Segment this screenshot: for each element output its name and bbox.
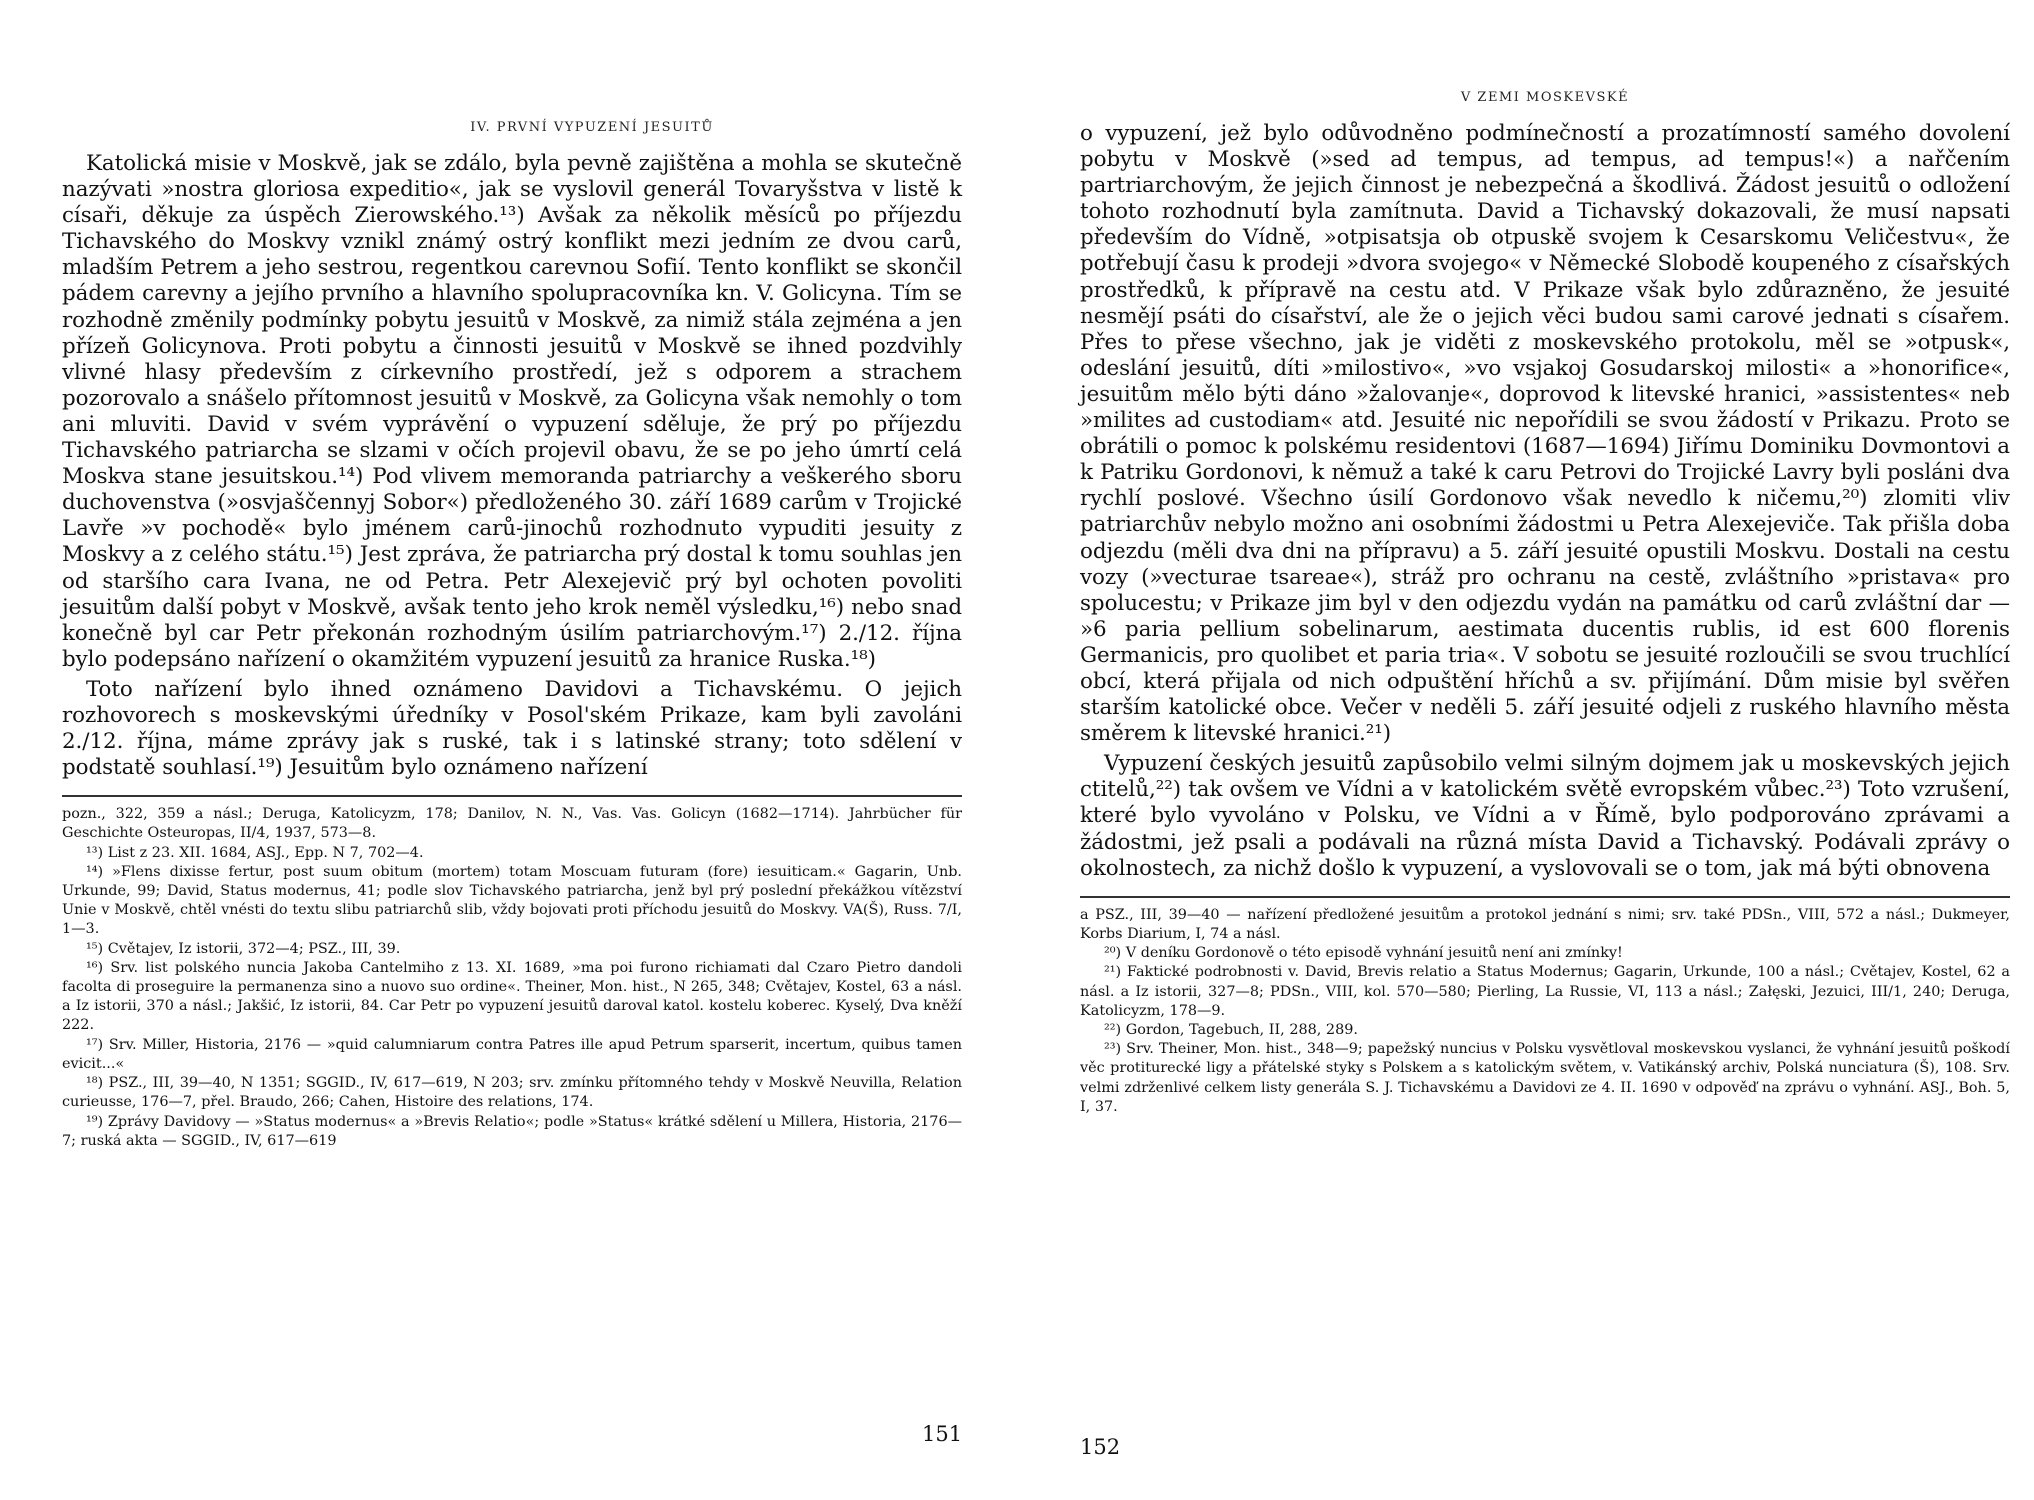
- main-text: [1080, 121, 2010, 882]
- running-head: V ZEMI MOSKEVSKÉ: [1460, 90, 1630, 105]
- main-text: [62, 151, 962, 781]
- footnote: ¹⁷) Srv. Miller, Historia, 2176 — »quid calumniarum contra Patres ille apud Petrum sparserit, incertum, quibus tamen evicit...«: [62, 1036, 962, 1072]
- footnote: ²⁰) V deníku Gordonově o této episodě vyhnání jesuitů není ani zmínky!: [1104, 945, 1623, 962]
- running-head: IV. PRVNÍ VYPUZENÍ JESUITŮ: [470, 120, 714, 135]
- paragraph: Vypuzení českých jesuitů zapůsobilo velmi silným dojmem jak u moskevských jejich ctitelů,²²) tak ovšem ve Vídni a v katolickém světě evropském vůbec.²³) Toto vzrušení, které bylo vyvoláno v Polsku, ve Vídni a v Římě, bylo podporováno zprávami a žádostmi, jež psali a podávali na různá místa David a Tichavský. Podávali zprávy o okolnostech, za nichž došlo k vypuzení, a vyslovovali se o tom, jak má býti obnovena: [1080, 751, 2010, 881]
- footnote: pozn., 322, 359 a násl.; Deruga, Katolicyzm, 178; Danilov, N. N., Vas. Vas. Golicyn (1682—1714). Jahrbücher für Geschichte Osteuropas, II/4, 1937, 573—8.: [62, 806, 962, 842]
- footnote-divider: [1080, 896, 2010, 898]
- paragraph: o vypuzení, jež bylo odůvodněno podmínečností a prozatímností samého dovolení pobytu v Moskvě (»sed ad tempus, ad tempus, ad tempus!«) a nařčením partriarchovým, že jejich činnost je nebezpečná a škodlivá. Žádost jesuitů o odložení tohoto rozhodnutí byla zamítnuta. David a Tichavský dokazovali, že musí napsati především do Vídně, »otpisatsja ob otpuskě svojem k Cesarskomu Veličestvu«, že potřebují času k prodeji »dvora svojego« v Německé Slobodě koupeného z císařských prostředků, k přípravě na cestu atd. V Prikaze však bylo zdůrazněno, že jesuité nesmějí psáti do císařství, ale že o jejich věci budou sami carové jednati s císařem. Přes to přese všechno, jak je viděti z moskevského protokolu, měl se »otpusk«, odeslání jesuitů, díti »milostivo«, »vo vsjakoj Gosudarskoj milosti« a »honorifice«, jesuitům mělo býti dáno »žalovanje«, doprovod k litevské hranici, »assistentes« neb »milites ad custodiam« atd. Jesuité nic nepořídili se svou žádostí v Prikazu. Proto se obrátili o pomoc k polskému residentovi (1687—1694) Jiřímu Dominiku Dovmontovi a k Patriku Gordonovi, k němuž a také k caru Petrovi do Trojické Lavry byli posláni dva rychlí poslové. Všechno úsilí Gordonovo však nevedlo k ničemu,²⁰) zlomiti vliv patriarchův nebylo možno ani osobními žádostmi u Petra Alexejeviče. Tak přišla doba odjezdu (měli dva dni na přípravu) a 5. září jesuité opustili Moskvu. Dostali na cestu vozy (»vecturae tsareae«), stráž pro ochranu na cestě, zvláštního »pristava« pro spolucestu; v Prikaze jim byl v den odjezdu vydán na památku od carů zvláštní dar — »6 paria pellium sobelinarum, aestimata ducentis rublis, id est 600 florenis Germanicis, pro quolibet et paria tria«. V sobotu se jesuité rozloučili se svou truchlící obcí, která přijala od nich odpuštění hříchů a sv. přijímání. Dům misie byl svěřen starším katolické obce. Večer v neděli 5. září jesuité odjeli z ruského hlavního města směrem k litevské hranici.²¹): [1080, 121, 2010, 747]
- footnote: ¹⁴) »Flens dixisse fertur, post suum obitum (mortem) totam Moscuam futuram (fore) iesuiticam.« Gagarin, Unb. Urkunde, 99; David, Status modernus, 41; podle slov Tichavského patriarcha, jenž byl prý poslední překážkou vítězství Unie v Moskvě, chtěl vnésti do textu slibu patriarchů slib, vždy bojovati proti příchodu jesuitů do Moskvy. VA(Š), Russ. 7/I, 1—3.: [62, 863, 962, 938]
- footnote: ¹⁸) PSZ., III, 39—40, N 1351; SGGID., IV, 617—619, N 203; srv. zmínku přítomného tehdy v Moskvě Neuvilla, Relation curieusse, 176—7, přel. Braudo, 266; Cahen, Histoire des relations, 174.: [62, 1075, 962, 1111]
- paragraph: Toto nařízení bylo ihned oznámeno Davidovi a Tichavskému. O jejich rozhovorech s moskevskými úředníky v Posol'ském Prikaze, kam byli zavoláni 2./12. října, máme zprávy jak s ruské, tak i s latinské strany; toto sdělení v podstatě souhlasí.¹⁹) Jesuitům bylo oznámeno nařízení: [62, 676, 962, 781]
- footnotes: [1080, 906, 2010, 1117]
- footnote: ²²) Gordon, Tagebuch, II, 288, 289.: [1104, 1021, 1358, 1038]
- footnote: ¹⁵) Cvětajev, Iz istorii, 372—4; PSZ., III, 39.: [86, 940, 401, 957]
- paragraph: Katolická misie v Moskvě, jak se zdálo, byla pevně zajištěna a mohla se skutečně nazývati »nostra gloriosa expeditio«, jak se vyslovil generál Tovaryšstva v listě k císaři, děkuje za úspěch Zierowského.¹³) Avšak za několik měsíců po příjezdu Tichavského do Moskvy vznikl známý ostrý konflikt mezi jedním ze dvou carů, mladším Petrem a jeho sestrou, regentkou carevnou Sofií. Tento konflikt se skončil pádem carevny a jejího prvního a hlavního spolupracovníka kn. V. Golicyna. Tím se rozhodně změnily podmínky pobytu jesuitů v Moskvě, za nimiž stála zejména a jen přízeň Golicynova. Proti pobytu a činnosti jesuitů v Moskvě se ihned pozdvihly vlivné hlasy především z církevního prostředí, jež s odporem a strachem pozorovalo a snášelo přítomnost jesuitů v Moskvě, za Golicyna však nemohly o tom ani mluviti. David v svém vyprávění o vypuzení sděluje, že prý po příjezdu Tichavského patriarcha se slzami v očích projevil obavu, že se po jeho úmrtí celá Moskva stane jesuitskou.¹⁴) Pod vlivem memoranda patriarchy a veškerého sboru duchovenstva (»osvjaščennyj Sobor«) předloženého 30. září 1689 carům v Trojické Lavře »v pochodě« bylo jménem carů-jinochů rozhodnuto vypuditi jesuity z Moskvy a z celého státu.¹⁵) Jest zpráva, že patriarcha prý dostal k tomu souhlas jen od staršího cara Ivana, ne od Petra. Petr Alexejevič prý byl ochoten povoliti jesuitům další pobyt v Moskvě, avšak tento jeho krok neměl výsledku,¹⁶) nebo snad konečně byl car Petr překonán rozhodným úsilím patriarchovým.¹⁷) 2./12. října bylo podepsáno nařízení o okamžitém vypuzení jesuitů za hranice Ruska.¹⁸): [62, 151, 962, 672]
- footnotes: [62, 805, 962, 1151]
- left-page: [62, 0, 962, 1500]
- footnote: ²³) Srv. Theiner, Mon. hist., 348—9; papežský nuncius v Polsku vysvětloval moskevskou vyslanci, že vyhnání jesuitů poškodí věc protiturecké ligy a přátelské styky s Polskem a s katolickým světem, v. Vatikánský archiv, Polská nunciatura (Š), 108. Srv. velmi zdrženlivé celkem listy generála S. J. Tichavskému a Davidovi ze 4. II. 1690 v odpověď na zprávu o vyhnání. ASJ., Boh. 5, I, 37.: [1080, 1041, 2010, 1115]
- footnote: ¹⁶) Srv. list polského nuncia Jakoba Cantelmiho z 13. XI. 1689, »ma poi furono richiamati dal Czaro Pietro dandoli facolta di proseguire la permanenza sino a nuovo suo ordine«. Theiner, Mon. hist., N 265, 348; Cvětajev, Kostel, 63 a násl. a Iz istorii, 370 a násl.; Jakšić, Iz istorii, 84. Car Petr po vypuzení jesuitů daroval katol. kostelu koberec. Kyselý, Dva kněží 222.: [62, 959, 962, 1034]
- footnote: ¹³) List z 23. XII. 1684, ASJ., Epp. N 7, 702—4.: [86, 844, 424, 861]
- footnote: ¹⁹) Zprávy Davidovy — »Status modernus« a »Brevis Relatio«; podle »Status« krátké sdělení u Millera, Historia, 2176—7; ruská akta — SGGID., IV, 617—619: [62, 1113, 962, 1149]
- footnote: ²¹) Faktické podrobnosti v. David, Brevis relatio a Status Modernus; Gagarin, Urkunde, 100 a násl.; Cvětajev, Kostel, 62 a násl. a Iz istorii, 327—8; PDSn., VIII, kol. 570—580; Pierling, La Russie, VI, 113 a násl.; Załęski, Jezuici, III/1, 240; Deruga, Katolicyzm, 178—9.: [1080, 964, 2010, 1019]
- footnote: a PSZ., III, 39—40 — nařízení předložené jesuitům a protokol jednání s nimi; srv. také PDSn., VIII, 572 a násl.; Dukmeyer, Korbs Diarium, I, 74 a násl.: [1080, 906, 2010, 942]
- right-page: [1080, 0, 2010, 1500]
- footnote-divider: [62, 795, 962, 797]
- page-number: 152: [1080, 1435, 1121, 1459]
- page-number: 151: [922, 1422, 963, 1446]
